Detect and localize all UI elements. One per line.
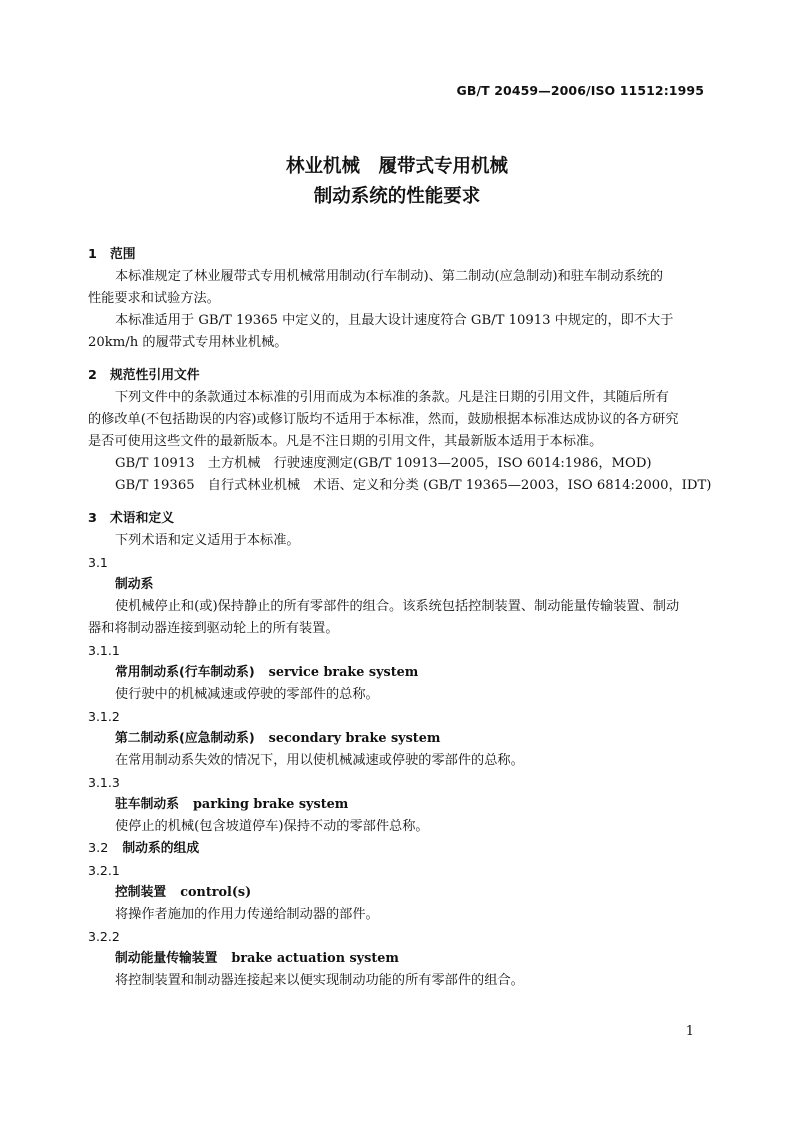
reference-item: GB/T 10913 土方机械 行驶速度测定(GB/T 10913—2005，ISO 6014:1986，MOD) xyxy=(115,456,652,471)
paragraph-line: 是否可使用这些文件的最新版本。凡是不注日期的引用文件，其最新版本适用于本标准。 xyxy=(88,434,603,449)
reference-item: GB/T 19365 自行式林业机械 术语、定义和分类 (GB/T 19365—2003，ISO 6814:2000，IDT) xyxy=(115,478,712,493)
section-heading-3: 3 术语和定义 xyxy=(88,511,174,526)
definition-line: 使停止的机械(包含坡道停车)保持不动的零部件总称。 xyxy=(115,819,429,834)
section-heading-1: 1 范围 xyxy=(88,247,136,262)
term-entry: 常用制动系(行车制动系) service brake system xyxy=(115,665,419,680)
clause-number: 3.1 xyxy=(88,555,108,570)
definition-line: 将控制装置和制动器连接起来以便实现制动功能的所有零部件的组合。 xyxy=(115,973,524,988)
paragraph-line: 性能要求和试验方法。 xyxy=(88,291,220,306)
definition-line: 使行驶中的机械减速或停驶的零部件的总称。 xyxy=(115,687,379,702)
standard-number: GB/T 20459—2006/ISO 11512:1995 xyxy=(456,83,704,98)
paragraph-line: 本标准适用于 GB/T 19365 中定义的，且最大设计速度符合 GB/T 10913 中规定的，即不大于 xyxy=(115,313,674,328)
clause-number: 3.1.3 xyxy=(88,775,120,790)
term-entry: 制动能量传输装置 brake actuation system xyxy=(115,951,399,966)
document-title-line1: 林业机械 履带式专用机械 xyxy=(285,156,508,177)
section-heading-2: 2 规范性引用文件 xyxy=(88,368,200,383)
clause-number: 3.2.1 xyxy=(88,863,120,878)
document-title-line2: 制动系统的性能要求 xyxy=(313,186,481,207)
paragraph-line: 本标准规定了林业履带式专用机械常用制动(行车制动)、第二制动(应急制动)和驻车制动系统的 xyxy=(115,269,664,284)
term-entry: 控制装置 control(s) xyxy=(115,885,252,900)
paragraph-line: 下列术语和定义适用于本标准。 xyxy=(115,533,300,548)
clause-number: 3.2.2 xyxy=(88,929,120,944)
paragraph-line: 下列文件中的条款通过本标准的引用而成为本标准的条款。凡是注日期的引用文件，其随后所有 xyxy=(115,390,669,405)
definition-line: 在常用制动系失效的情况下，用以使机械减速或停驶的零部件的总称。 xyxy=(115,753,524,768)
clause-number: 3.1.2 xyxy=(88,709,120,724)
term-entry: 第二制动系(应急制动系) secondary brake system xyxy=(115,731,441,746)
term-entry: 制动系 xyxy=(115,577,154,592)
term-entry: 驻车制动系 parking brake system xyxy=(115,797,349,812)
subsection-heading: 3.2 制动系的组成 xyxy=(88,841,200,856)
paragraph-line: 20km/h 的履带式专用林业机械。 xyxy=(88,335,288,350)
definition-line: 使机械停止和(或)保持静止的所有零部件的组合。该系统包括控制装置、制动能量传输装置、制动 xyxy=(115,599,680,614)
document-body xyxy=(88,244,712,992)
definition-line: 器和将制动器连接到驱动轮上的所有装置。 xyxy=(88,621,339,636)
clause-number: 3.1.1 xyxy=(88,643,120,658)
page-number: 1 xyxy=(685,1024,694,1039)
definition-line: 将操作者施加的作用力传递给制动器的部件。 xyxy=(115,907,379,922)
paragraph-line: 的修改单(不包括勘误的内容)或修订版均不适用于本标准，然而，鼓励根据本标准达成协议的各方研究 xyxy=(88,412,679,427)
